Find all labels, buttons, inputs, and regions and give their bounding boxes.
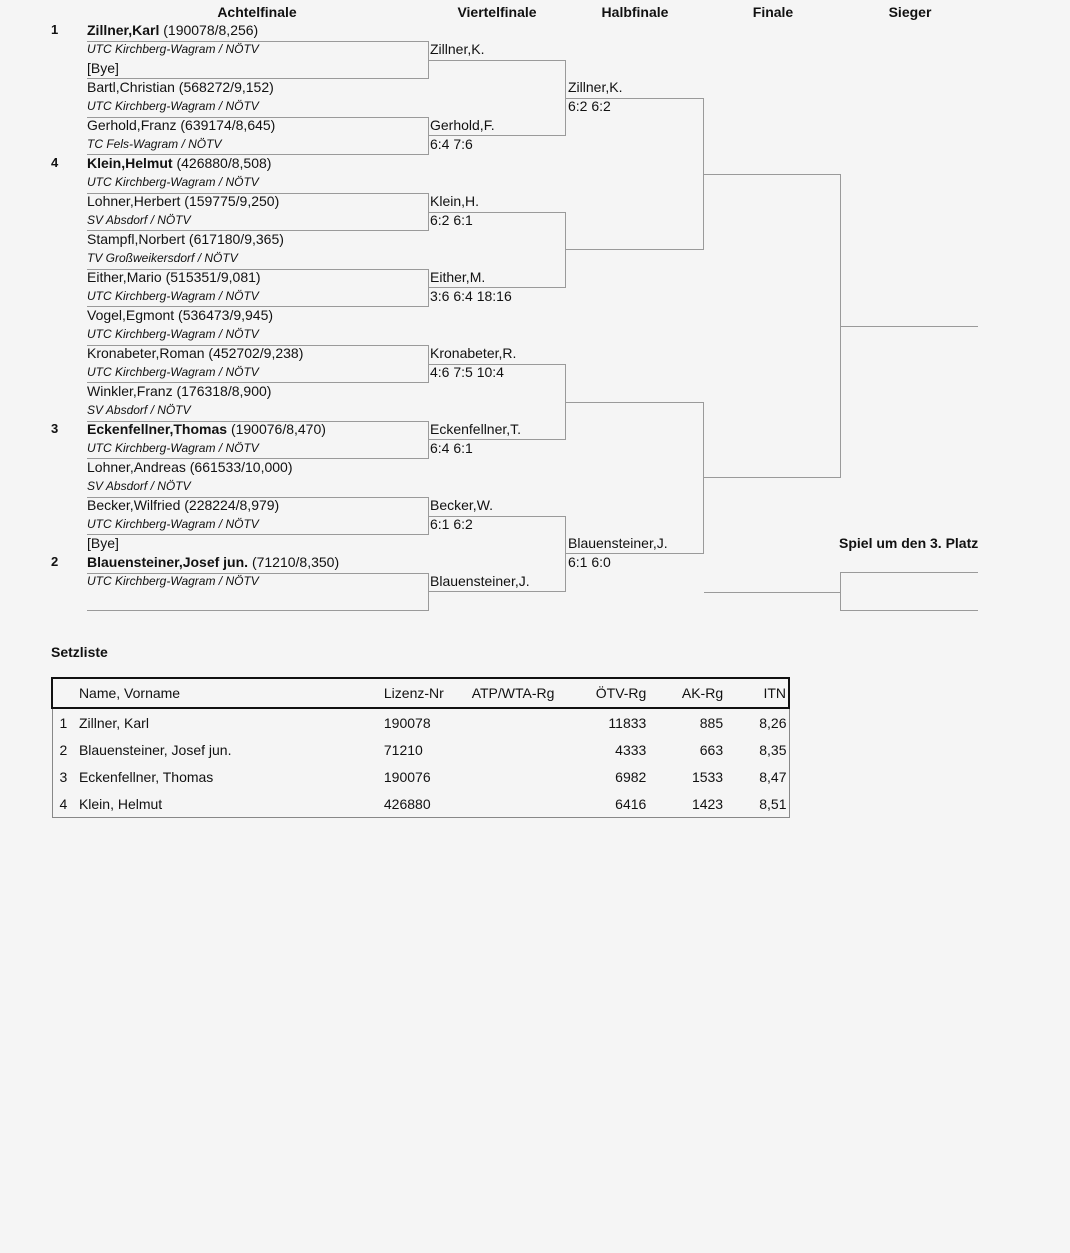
cell-license: 190078 [383,714,431,731]
col-name: Name, Vorname [79,678,384,708]
player-entry: Bartl,Christian (568272/9,152) [87,79,274,95]
sf-1-winner: Zillner,K. [568,79,623,95]
qf-7-score: 6:1 6:2 [430,516,473,532]
third-place-title: Spiel um den 3. Platz [839,535,979,551]
bracket-final [704,174,841,478]
cell-itn: 8,26 [759,714,787,731]
third-place-box [840,572,978,611]
bracket-r16-4 [87,269,429,307]
header-achtelfinale: Achtelfinale [217,4,297,20]
third-place-line [704,592,841,593]
player-club: SV Absdorf / NÖTV [87,213,191,227]
player-name: Eckenfellner,Thomas [87,421,228,437]
cell-seed: 3 [59,768,68,785]
player-club: SV Absdorf / NÖTV [87,403,191,417]
seed-list-title: Setzliste [51,644,108,660]
cell-ak: 1423 [691,795,724,812]
cell-seed: 1 [59,714,68,731]
sf-2-score: 6:1 6:0 [568,554,611,570]
col-seed [52,678,79,708]
qf-4-winner: Either,M. [430,269,486,285]
bracket-r16-3 [87,193,429,231]
player-club: UTC Kirchberg-Wagram / NÖTV [87,574,259,588]
col-ak: AK-Rg [648,678,725,708]
player-club: SV Absdorf / NÖTV [87,479,191,493]
cell-oetv: 6982 [615,768,647,785]
player-entry: Lohner,Andreas (661533/10,000) [87,459,293,475]
player-entry [87,155,271,171]
cell-itn: 8,35 [759,741,787,758]
cell-oetv: 4333 [615,741,647,758]
bracket-r16-2 [87,117,429,155]
bracket-r16-7 [87,497,429,535]
bracket-r16-5 [87,345,429,383]
col-license: Lizenz-Nr [384,678,472,708]
seed-list-table [51,677,790,818]
cell-name: Eckenfellner, Thomas [78,768,214,785]
cell-oetv: 6416 [615,795,647,812]
col-atp-wta: ATP/WTA-Rg [472,678,572,708]
col-oetv: ÖTV-Rg [572,678,649,708]
seed-number: 1 [51,22,59,37]
player-entry: [Bye] [87,60,119,76]
qf-6-score: 6:4 6:1 [430,440,473,456]
table-row [52,736,789,763]
player-club: UTC Kirchberg-Wagram / NÖTV [87,365,259,379]
table-row [52,790,789,818]
sf-1-score: 6:2 6:2 [568,98,611,114]
bracket-sf-2 [566,402,704,554]
player-entry [87,22,258,38]
player-club: TV Großweikersdorf / NÖTV [87,251,238,265]
cell-seed: 2 [59,741,68,758]
seed-list-header-row [52,678,789,708]
player-entry: Lohner,Herbert (159775/9,250) [87,193,280,209]
qf-4-score: 3:6 6:4 18:16 [430,288,512,304]
player-info: (190076/8,470) [227,421,326,437]
header-finale: Finale [752,4,794,20]
qf-2-winner: Gerhold,F. [430,117,495,133]
qf-2-score: 6:4 7:6 [430,136,473,152]
player-entry: Stampfl,Norbert (617180/9,365) [87,231,284,247]
qf-7-winner: Becker,W. [430,497,494,513]
qf-1-winner: Zillner,K. [430,41,485,57]
player-club: UTC Kirchberg-Wagram / NÖTV [87,175,259,189]
player-name: Zillner,Karl [87,22,160,38]
qf-3-score: 6:2 6:1 [430,212,473,228]
player-entry: [Bye] [87,535,119,551]
table-row [52,708,789,736]
table-row [52,763,789,790]
player-club: UTC Kirchberg-Wagram / NÖTV [87,289,259,303]
qf-3-winner: Klein,H. [430,193,480,209]
player-club: UTC Kirchberg-Wagram / NÖTV [87,441,259,455]
player-info: (190078/8,256) [159,22,259,38]
player-entry: Gerhold,Franz (639174/8,645) [87,117,276,133]
qf-8-winner: Blauensteiner,J. [430,573,530,589]
cell-name: Blauensteiner, Josef jun. [78,741,232,758]
cell-atp [472,708,572,736]
header-viertelfinale: Viertelfinale [457,4,537,20]
qf-5-winner: Kronabeter,R. [430,345,517,361]
cell-atp [472,790,572,818]
cell-atp [472,736,572,763]
seed-number: 3 [51,421,59,436]
cell-name: Klein, Helmut [78,795,163,812]
player-info: (426880/8,508) [172,155,272,171]
col-itn: ITN [725,678,789,708]
player-entry: Becker,Wilfried (228224/8,979) [87,497,280,513]
player-entry: Vogel,Egmont (536473/9,945) [87,307,274,323]
player-entry: Kronabeter,Roman (452702/9,238) [87,345,304,361]
sf-2-winner: Blauensteiner,J. [568,535,668,551]
player-name: Klein,Helmut [87,155,173,171]
seed-number: 2 [51,554,59,569]
cell-itn: 8,47 [759,768,787,785]
cell-ak: 885 [699,714,724,731]
cell-ak: 663 [699,741,724,758]
player-entry: Winkler,Franz (176318/8,900) [87,383,272,399]
player-entry: Either,Mario (515351/9,081) [87,269,261,285]
seed-number: 4 [51,155,59,170]
bracket-r16-8 [87,573,429,611]
player-name: Blauensteiner,Josef jun. [87,554,249,570]
player-club: UTC Kirchberg-Wagram / NÖTV [87,99,259,113]
cell-itn: 8,51 [759,795,787,812]
cell-oetv: 11833 [608,714,647,731]
qf-6-winner: Eckenfellner,T. [430,421,522,437]
bracket-sf-1 [566,98,704,250]
player-club: TC Fels-Wagram / NÖTV [87,137,222,151]
bracket-r16-6 [87,421,429,459]
player-entry [87,554,339,570]
cell-seed: 4 [59,795,68,812]
cell-license: 190076 [383,768,431,785]
qf-5-score: 4:6 7:5 10:4 [430,364,504,380]
player-club: UTC Kirchberg-Wagram / NÖTV [87,517,259,531]
bracket-r16-1 [87,41,429,79]
player-club: UTC Kirchberg-Wagram / NÖTV [87,327,259,341]
player-club: UTC Kirchberg-Wagram / NÖTV [87,42,259,56]
header-sieger: Sieger [888,4,932,20]
cell-license: 71210 [383,741,423,758]
winner-line [841,326,978,327]
header-halbfinale: Halbfinale [601,4,669,20]
cell-ak: 1533 [691,768,724,785]
player-info: (71210/8,350) [248,554,340,570]
cell-name: Zillner, Karl [78,714,149,731]
cell-atp [472,763,572,790]
cell-license: 426880 [383,795,431,812]
